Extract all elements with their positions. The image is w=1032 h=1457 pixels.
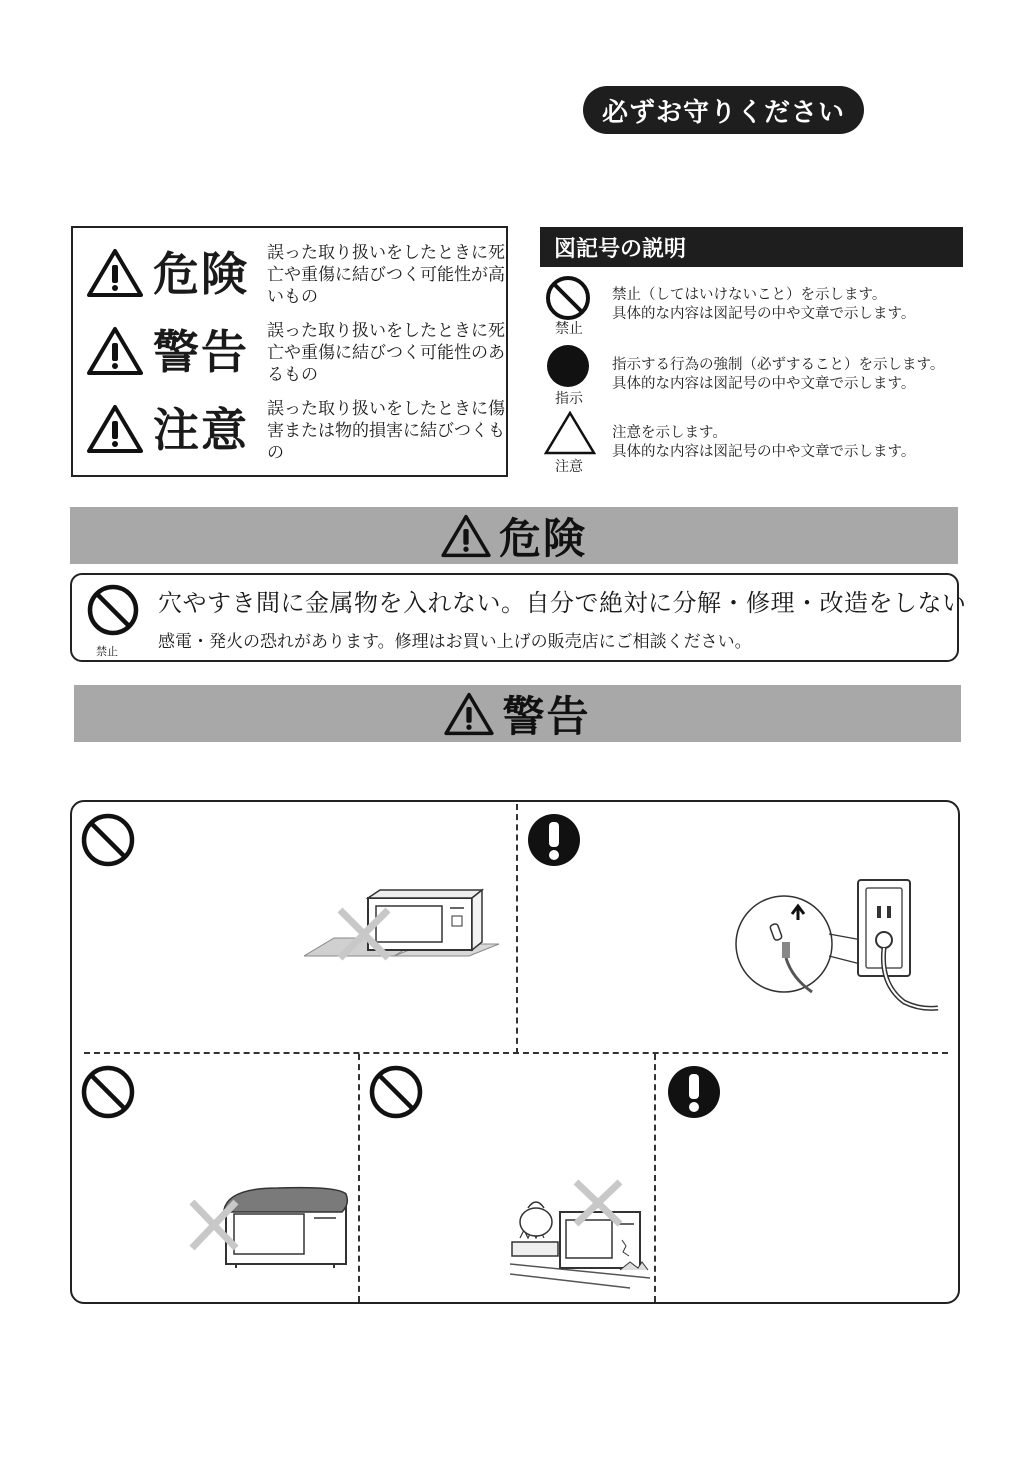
level-caution [87,398,507,472]
symbol-legend-title: 図記号の説明 [540,227,963,267]
symbol-text-line: 具体的な内容は図記号の中や文章で示します。 [612,306,916,322]
instruction-exclamation-icon [526,812,582,868]
symbol-text-line: 具体的な内容は図記号の中や文章で示します。 [612,444,916,460]
level-description: 誤った取り扱いをしたときに死亡や重傷に結びつく可能性が高いもの [267,243,505,307]
divider [84,1052,948,1054]
prohibition-icon [80,812,136,868]
prohibition-icon [86,583,140,637]
instruction-exclamation-icon [666,1064,722,1120]
warning-triangle-icon [444,692,494,736]
warning-triangle-icon [87,248,143,298]
level-word: 注意 [153,403,249,457]
microwave-uneven-surface-illustration [304,886,504,966]
warning-triangle-icon [87,404,143,454]
level-description: 誤った取り扱いをしたときに死亡や重傷に結びつく可能性のあるもの [267,321,505,385]
level-warning [87,320,507,394]
divider [516,804,518,1054]
must-observe-badge: 必ずお守りください [583,86,864,134]
danger-detail: 感電・発火の恐れがあります。修理はお買い上げの販売店にご相談ください。 [158,632,752,652]
warning-triangle-icon [87,326,143,376]
severity-legend [71,226,508,477]
prohibition-icon [80,1064,136,1120]
symbol-text-line: 禁止（してはいけないこと）を示します。 [612,287,887,303]
prohibition-icon [544,274,592,322]
plug-outlet-illustration [734,874,942,1014]
covered-microwave-illustration [188,1182,352,1272]
symbol-row-caution [540,410,963,476]
level-word: 警告 [153,325,249,379]
banner-heading: 危険 [498,513,587,563]
symbol-text-line: 具体的な内容は図記号の中や文章で示します。 [612,376,916,392]
warning-triangle-icon [441,514,491,558]
warning-items-panel [70,800,960,1304]
caution-triangle-icon [544,410,596,456]
danger-item [70,573,967,662]
level-description: 誤った取り扱いをしたときに傷害または物的損害に結びつくもの [267,399,505,463]
symbol-label: 注意 [555,459,583,475]
item-label: 禁止 [96,645,118,658]
banner-heading: 警告 [502,691,591,741]
level-word: 危険 [153,247,249,301]
instruction-icon [544,342,592,390]
symbol-text-line: 指示する行為の強制（必ずすること）を示します。 [612,357,945,373]
symbol-label: 指示 [555,391,583,407]
divider [654,1054,656,1302]
symbol-row-instruction [540,342,963,408]
symbol-text-line: 注意を示します。 [612,425,727,441]
level-danger [87,242,507,316]
microwave-near-stove-illustration [510,1174,650,1294]
danger-banner [70,507,958,564]
warning-banner [74,685,961,742]
danger-title: 穴やすき間に金属物を入れない。自分で絶対に分解・修理・改造をしない [158,589,967,617]
symbol-label: 禁止 [555,321,583,337]
prohibition-icon [368,1064,424,1120]
symbol-row-prohibition [540,274,963,340]
divider [358,1054,360,1302]
